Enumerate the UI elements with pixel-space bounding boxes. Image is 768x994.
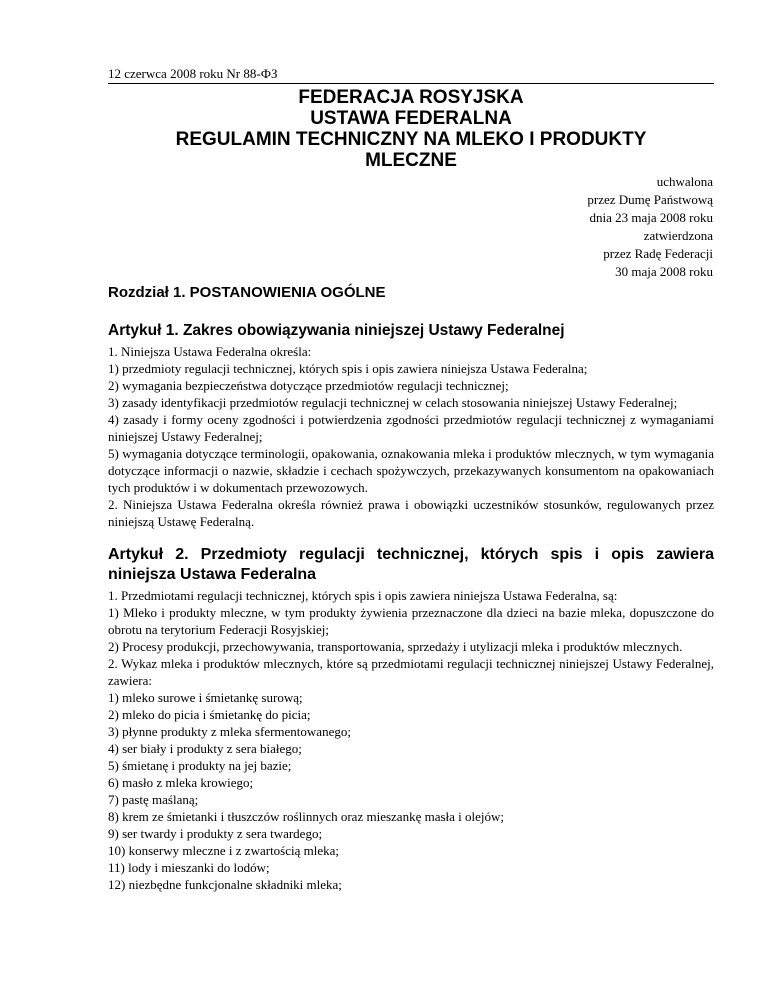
paragraph: 3) zasady identyfikacji przedmiotów regulacji technicznej w celach stosowania niniejszej Ustawy Federalnej; bbox=[108, 395, 678, 410]
header-rule bbox=[108, 83, 714, 84]
list-item: 2) mleko do picia i śmietankę do picia; bbox=[108, 707, 311, 722]
list-item: 10) konserwy mleczne i z zwartością mleka; bbox=[108, 843, 340, 858]
list-item: 1) mleko surowe i śmietankę surową; bbox=[108, 690, 303, 705]
list-item: 12) niezbędne funkcjonalne składniki mleka; bbox=[108, 877, 342, 892]
article-heading: Artykuł 2. Przedmioty regulacji technicznej, których spis i opis zawiera niniejsza Ustawa Federalna bbox=[108, 546, 714, 583]
title-line-regulation-cont: MLECZNE bbox=[365, 150, 457, 171]
title-line-regulation: REGULAMIN TECHNICZNY NA MLEKO I PRODUKTY bbox=[175, 129, 647, 150]
paragraph: 2) wymagania bezpieczeństwa dotyczące przedmiotów regulacji technicznej; bbox=[108, 378, 509, 393]
title-line-country: FEDERACJA ROSYJSKA bbox=[298, 87, 524, 108]
header-date-line: 12 czerwca 2008 roku Nr 88-ФЗ bbox=[108, 66, 278, 81]
paragraph: 1) Mleko i produkty mleczne, w tym produkty żywienia przeznaczone dla dzieci na bazie mleka, dopuszczone do obrotu na terytorium Federacji Rosyjskiej; bbox=[108, 605, 714, 637]
adoption-line: przez Radę Federacji bbox=[603, 246, 713, 261]
document-title bbox=[108, 87, 714, 171]
adoption-block bbox=[587, 173, 713, 281]
list-item: 6) masło z mleka krowiego; bbox=[108, 775, 254, 790]
paragraph: 2. Niniejsza Ustawa Federalna określa również prawa i obowiązki uczestników stosunków, regulowanych przez niniejszą Ustawę Federalną. bbox=[108, 497, 714, 529]
article-1 bbox=[108, 321, 714, 530]
list-item: 8) krem ze śmietanki i tłuszczów roślinnych oraz mieszankę masła i olejów; bbox=[108, 809, 505, 824]
list-item: 4) ser biały i produkty z sera białego; bbox=[108, 741, 302, 756]
paragraph: 2) Procesy produkcji, przechowywania, transportowania, sprzedaży i utylizacji mleka i produktów mlecznych. bbox=[108, 639, 683, 654]
paragraph: 5) wymagania dotyczące terminologii, opakowania, oznakowania mleka i produktów mlecznych, w tym wymagania dotyczące informacji o nazwie, składzie i cechach spożywczych, przekazywanych konsumentom na opakowaniach tych produktów i w dokumentach przewozowych. bbox=[108, 446, 714, 495]
list-item: 5) śmietanę i produkty na jej bazie; bbox=[108, 758, 292, 773]
list-item: 11) lody i mieszanki do lodów; bbox=[108, 860, 270, 875]
adoption-line: zatwierdzona bbox=[643, 228, 713, 243]
adoption-line: uchwalona bbox=[656, 174, 713, 189]
paragraph: 2. Wykaz mleka i produktów mlecznych, które są przedmiotami regulacji technicznej niniejszej Ustawy Federalnej, zawiera: bbox=[108, 656, 714, 688]
adoption-line: dnia 23 maja 2008 roku bbox=[589, 210, 713, 225]
chapter-heading: Rozdział 1. POSTANOWIENIA OGÓLNE bbox=[108, 284, 386, 301]
document-content bbox=[108, 283, 714, 908]
paragraph: 4) zasady i formy oceny zgodności i potwierdzenia zgodności przedmiotów regulacji technicznej z wymaganiami niniejszej Ustawy Federalnej; bbox=[108, 412, 714, 444]
adoption-line: przez Dumę Państwową bbox=[587, 192, 713, 207]
list-item: 7) pastę maślaną; bbox=[108, 792, 199, 807]
article-2 bbox=[108, 545, 714, 893]
paragraph: 1. Przedmiotami regulacji technicznej, których spis i opis zawiera niniejsza Ustawa Federalna, są: bbox=[108, 588, 618, 603]
article-heading: Artykuł 1. Zakres obowiązywania niniejszej Ustawy Federalnej bbox=[108, 322, 565, 339]
list-item: 3) płynne produkty z mleka sfermentowanego; bbox=[108, 724, 351, 739]
paragraph: 1) przedmioty regulacji technicznej, których spis i opis zawiera niniejsza Ustawa Federalna; bbox=[108, 361, 588, 376]
list-item: 9) ser twardy i produkty z sera twardego; bbox=[108, 826, 323, 841]
paragraph: 1. Niniejsza Ustawa Federalna określa: bbox=[108, 344, 312, 359]
adoption-line: 30 maja 2008 roku bbox=[615, 264, 713, 279]
title-line-law-type: USTAWA FEDERALNA bbox=[310, 108, 512, 129]
